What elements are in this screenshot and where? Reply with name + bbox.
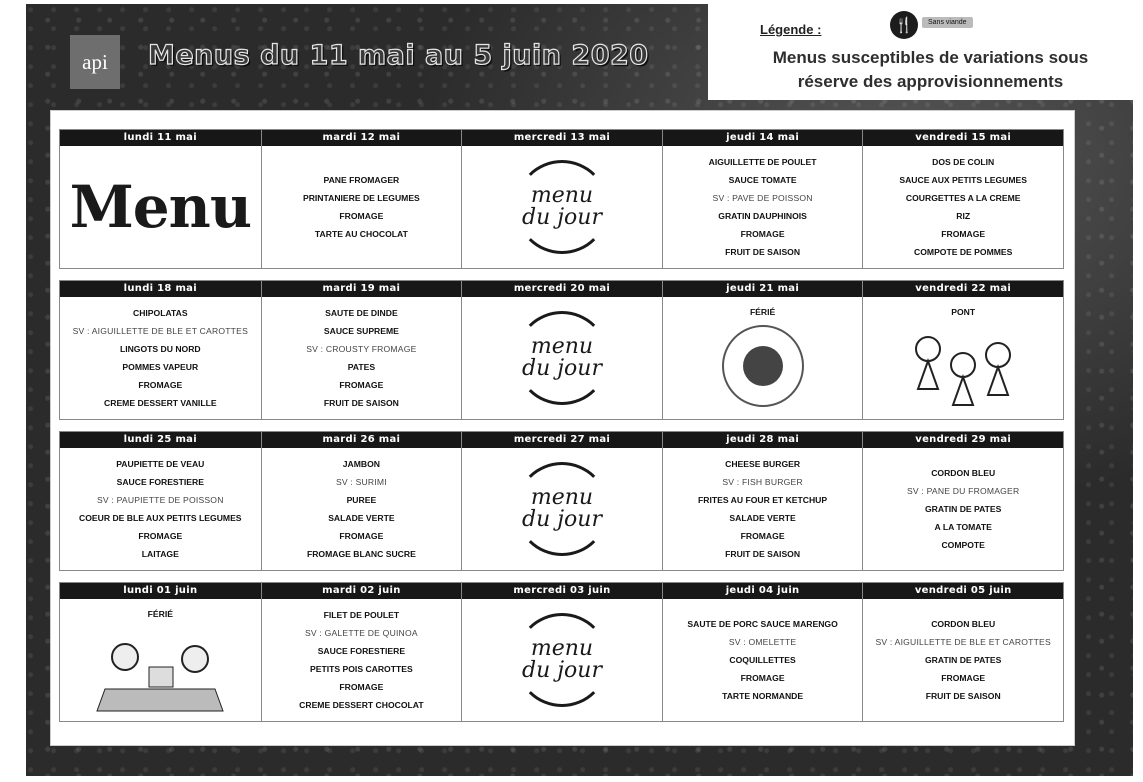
menu-du-jour-line-2: du jour: [521, 205, 602, 230]
menu-item: AIGUILLETTE DE POULET: [708, 157, 817, 167]
menu-item: COMPOTE: [941, 540, 985, 550]
day-header: mercredi 20 mai: [462, 281, 662, 297]
menu-item: FROMAGE: [941, 229, 986, 239]
day-cell: [60, 281, 261, 419]
day-cell: [461, 432, 662, 570]
day-header: vendredi 05 juin: [863, 583, 1063, 599]
menu-item: FRUIT DE SAISON: [725, 549, 801, 559]
menu-item: FROMAGE BLANC SUCRE: [306, 549, 416, 559]
day-cell: [862, 130, 1063, 268]
menu-item: SAUCE AUX PETITS LEGUMES: [899, 175, 1028, 185]
menu-item: SV : AIGUILLETTE DE BLE ET CAROTTES: [72, 326, 248, 336]
day-menu: [462, 146, 662, 268]
menu-item: SV : SURIMI: [335, 477, 387, 487]
children-playing-icon: [903, 327, 1023, 407]
day-header: jeudi 21 mai: [663, 281, 863, 297]
menu-item: SAUTE DE DINDE: [325, 308, 398, 318]
menu-item: CORDON BLEU: [931, 619, 996, 629]
menu-du-jour-line-1: menu: [530, 183, 594, 208]
day-cell: [662, 583, 863, 721]
page-title: Menus du 11 mai au 5 juin 2020: [148, 40, 649, 71]
menu-item: CORDON BLEU: [931, 468, 996, 478]
day-header: lundi 25 mai: [60, 432, 261, 448]
menu-item: COEUR DE BLE AUX PETITS LEGUMES: [79, 513, 242, 523]
day-menu: [462, 448, 662, 570]
day-menu: [863, 599, 1063, 721]
day-menu: [262, 297, 462, 419]
menu-item: SAUCE SUPREME: [323, 326, 399, 336]
menu-item: PRINTANIERE DE LEGUMES: [302, 193, 420, 203]
menu-item: COURGETTES A LA CREME: [905, 193, 1021, 203]
supply-notice-line-2: réserve des approvisionnements: [797, 72, 1064, 91]
day-cell: [60, 130, 261, 268]
day-cell: [261, 432, 462, 570]
day-cell: [461, 281, 662, 419]
menu-item: DOS DE COLIN: [932, 157, 995, 167]
fork-knife-icon: 🍴: [890, 11, 918, 39]
menu-item: SV : AIGUILLETTE DE BLE ET CAROTTES: [875, 637, 1051, 647]
day-menu: [663, 448, 863, 570]
menu-item: PANE FROMAGER: [323, 175, 400, 185]
menu-du-jour-line-1: menu: [530, 636, 594, 661]
menu-item: GRATIN DAUPHINOIS: [718, 211, 807, 221]
picnic-children-icon: [95, 629, 225, 713]
menu-du-jour-line-2: du jour: [521, 507, 602, 532]
menu-item: GRATIN DE PATES: [925, 655, 1002, 665]
week-row: [59, 582, 1064, 722]
menu-du-jour-logo: [515, 160, 609, 254]
menu-item: SV : PANE DU FROMAGER: [906, 486, 1020, 496]
day-menu: [863, 146, 1063, 268]
menu-du-jour-line-1: menu: [530, 485, 594, 510]
day-menu: [60, 599, 261, 721]
day-cell: [261, 281, 462, 419]
day-menu: [262, 146, 462, 268]
apple-icon: [743, 346, 783, 386]
day-header: lundi 01 juin: [60, 583, 261, 599]
menu-item: SAUCE FORESTIERE: [317, 646, 406, 656]
day-header: vendredi 22 mai: [863, 281, 1063, 297]
vegetarian-tag: Sans viande: [922, 17, 973, 28]
day-cell: [662, 432, 863, 570]
menu-item: PUREE: [346, 495, 377, 505]
menu-item: TARTE NORMANDE: [722, 691, 804, 701]
menu-item: SV : GALETTE DE QUINOA: [304, 628, 418, 638]
menu-item: SV : CROUSTY FROMAGE: [306, 344, 417, 354]
day-cell: [862, 583, 1063, 721]
day-header: mercredi 13 mai: [462, 130, 662, 146]
menu-item: A LA TOMATE: [934, 522, 992, 532]
menu-item: LINGOTS DU NORD: [119, 344, 201, 354]
day-menu: [60, 297, 261, 419]
day-header: lundi 11 mai: [60, 130, 261, 146]
day-menu: [462, 599, 662, 721]
day-cell: [862, 432, 1063, 570]
day-header: mercredi 03 juin: [462, 583, 662, 599]
menu-item: FROMAGE: [138, 380, 183, 390]
menu-item: SAUCE FORESTIERE: [116, 477, 204, 487]
day-cell: [662, 130, 863, 268]
day-header: mercredi 27 mai: [462, 432, 662, 448]
menu-item: SAUTE DE PORC SAUCE MARENGO: [687, 619, 838, 629]
menu-item: FÉRIÉ: [749, 307, 776, 317]
day-menu: [262, 448, 462, 570]
menu-item: PONT: [951, 307, 976, 317]
menu-item: GRATIN DE PATES: [925, 504, 1002, 514]
menu-item: PETITS POIS CAROTTES: [310, 664, 413, 674]
day-cell: [60, 432, 261, 570]
menu-item: CREME DESSERT VANILLE: [104, 398, 217, 408]
menu-item: FRUIT DE SAISON: [925, 691, 1001, 701]
day-cell: [261, 130, 462, 268]
menu-item: TARTE AU CHOCOLAT: [314, 229, 408, 239]
menu-item: SAUCE TOMATE: [728, 175, 797, 185]
day-cell: [461, 130, 662, 268]
day-menu: [863, 297, 1063, 419]
day-menu: [663, 146, 863, 268]
day-cell: [261, 583, 462, 721]
day-header: mardi 12 mai: [262, 130, 462, 146]
day-header: vendredi 29 mai: [863, 432, 1063, 448]
api-logo: api: [70, 35, 120, 89]
menu-item: LAITAGE: [141, 549, 179, 559]
menu-item: FRUIT DE SAISON: [725, 247, 801, 257]
menu-du-jour-line-1: menu: [530, 334, 594, 359]
day-cell: [662, 281, 863, 419]
menu-item: CREME DESSERT CHOCOLAT: [299, 700, 424, 710]
menu-du-jour-line-2: du jour: [521, 356, 602, 381]
menu-du-jour-line-2: du jour: [521, 658, 602, 683]
day-cell: [461, 583, 662, 721]
menu-item: FROMAGE: [339, 531, 384, 541]
menu-item: FROMAGE: [740, 531, 785, 541]
menu-item: FROMAGE: [339, 211, 384, 221]
menu-du-jour-logo: [515, 462, 609, 556]
menu-item: SV : PAVE DE POISSON: [712, 193, 813, 203]
day-header: mardi 26 mai: [262, 432, 462, 448]
legend-label: Légende :: [760, 22, 822, 37]
supply-notice-line-1: Menus susceptibles de variations sous: [772, 48, 1089, 67]
day-menu: [462, 297, 662, 419]
day-header: vendredi 15 mai: [863, 130, 1063, 146]
menu-item: JAMBON: [342, 459, 381, 469]
menu-item: SV : PAUPIETTE DE POISSON: [96, 495, 224, 505]
menu-item: PATES: [347, 362, 376, 372]
menu-item: FILET DE POULET: [323, 610, 400, 620]
menu-item: RIZ: [956, 211, 971, 221]
day-header: jeudi 04 juin: [663, 583, 863, 599]
menu-logo: Menu: [69, 173, 252, 241]
apple-seal-icon: [722, 325, 804, 407]
legend-box: [708, 0, 1143, 100]
menu-item: SV : OMELETTE: [728, 637, 797, 647]
supply-notice: [728, 46, 1133, 94]
day-cell: [60, 583, 261, 721]
menu-item: COMPOTE DE POMMES: [914, 247, 1013, 257]
week-row: [59, 280, 1064, 420]
day-header: jeudi 28 mai: [663, 432, 863, 448]
week-row: [59, 129, 1064, 269]
menu-item: POMMES VAPEUR: [122, 362, 199, 372]
menu-item: SALADE VERTE: [729, 513, 796, 523]
menu-item: PAUPIETTE DE VEAU: [116, 459, 205, 469]
menu-du-jour-logo: [515, 613, 609, 707]
menu-item: FROMAGE: [740, 229, 785, 239]
day-header: mardi 02 juin: [262, 583, 462, 599]
menu-item: CHIPOLATAS: [133, 308, 188, 318]
menu-du-jour-logo: [515, 311, 609, 405]
menu-item: COQUILLETTES: [729, 655, 796, 665]
menu-item: SALADE VERTE: [328, 513, 395, 523]
day-header: jeudi 14 mai: [663, 130, 863, 146]
day-menu: [663, 297, 863, 419]
day-header: lundi 18 mai: [60, 281, 261, 297]
menu-item: FROMAGE: [740, 673, 785, 683]
menu-calendar: [50, 110, 1075, 746]
day-menu: [262, 599, 462, 721]
menu-item: FRITES AU FOUR ET KETCHUP: [698, 495, 828, 505]
menu-item: FROMAGE: [138, 531, 183, 541]
menu-item: FÉRIÉ: [147, 609, 173, 619]
menu-item: FROMAGE: [339, 380, 384, 390]
menu-item: SV : FISH BURGER: [722, 477, 803, 487]
day-cell: [862, 281, 1063, 419]
menu-item: FRUIT DE SAISON: [323, 398, 399, 408]
menu-item: FROMAGE: [941, 673, 986, 683]
menu-item: FROMAGE: [339, 682, 384, 692]
day-header: mardi 19 mai: [262, 281, 462, 297]
day-menu: [663, 599, 863, 721]
week-row: [59, 431, 1064, 571]
day-menu: [60, 448, 261, 570]
day-menu: [863, 448, 1063, 570]
day-menu: [60, 146, 261, 268]
menu-item: CHEESE BURGER: [725, 459, 801, 469]
